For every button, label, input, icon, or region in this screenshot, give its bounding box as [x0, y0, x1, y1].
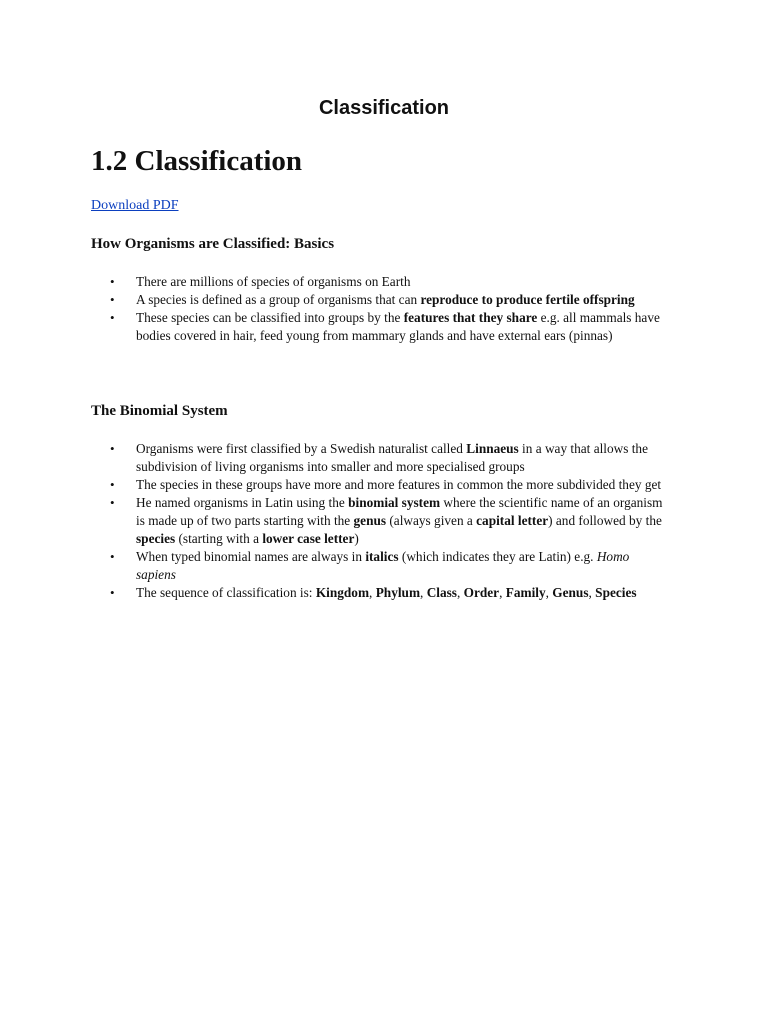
list-item-text: The species in these groups have more and more features in common the more subdivided they get — [136, 477, 662, 492]
list-item-text: , — [420, 585, 427, 600]
list-item — [110, 440, 670, 476]
binomial-bullet-list — [110, 440, 670, 602]
list-item-text: A species is defined as a group of organisms that can — [136, 292, 421, 307]
emphasis-text: features that they share — [403, 310, 538, 325]
bullet-icon: • — [110, 441, 115, 456]
emphasis-text: Family — [505, 585, 546, 600]
list-item-text: When typed binomial names are always in — [136, 549, 366, 564]
emphasis-text: Class — [426, 585, 457, 600]
list-item-text: The sequence of classification is: — [136, 585, 316, 600]
emphasis-text: genus — [353, 513, 387, 528]
section-heading-binomial: The Binomial System — [91, 403, 228, 419]
emphasis-text: reproduce to produce fertile offspring — [420, 292, 635, 307]
basics-bullet-list — [110, 273, 670, 345]
italic-text: Homo sapiens — [136, 549, 630, 582]
list-item — [110, 584, 670, 602]
list-item-text: ) — [354, 531, 359, 546]
bullet-icon: • — [110, 292, 115, 307]
list-item-text: where the scientific name of an organism is made up of two parts starting with the — [136, 495, 663, 528]
section-heading-basics: How Organisms are Classified: Basics — [91, 236, 335, 252]
list-item-text: (which indicates they are Latin) e.g. — [398, 549, 597, 564]
list-item — [110, 309, 670, 345]
list-item — [110, 273, 670, 291]
list-item — [110, 548, 670, 584]
list-item-text: He named organisms in Latin using the — [136, 495, 349, 510]
emphasis-text: lower case letter — [262, 531, 355, 546]
emphasis-text: Genus — [552, 585, 589, 600]
page-heading: 1.2 Classification — [91, 145, 303, 177]
document-title: Classification — [318, 97, 450, 119]
bullet-icon: • — [110, 310, 115, 325]
list-item-text: Organisms were first classified by a Swedish naturalist called — [136, 441, 467, 456]
emphasis-text: Linnaeus — [466, 441, 519, 456]
bullet-icon: • — [110, 477, 115, 492]
bullet-icon: • — [110, 274, 115, 289]
list-item-text: , — [588, 585, 596, 600]
emphasis-text: Kingdom — [315, 585, 370, 600]
list-item-text: , — [456, 585, 464, 600]
emphasis-text: binomial system — [348, 495, 441, 510]
list-item-text: e.g. all mammals have bodies covered in hair, feed young from mammary glands and have external ears (pinnas) — [136, 310, 660, 343]
emphasis-text: species — [136, 531, 176, 546]
list-item-text: ) and followed by the — [548, 513, 662, 528]
emphasis-text: Species — [595, 585, 637, 600]
list-item-text: , — [369, 585, 376, 600]
list-item-text: These species can be classified into groups by the — [136, 310, 404, 325]
bullet-icon: • — [110, 585, 115, 600]
list-item — [110, 291, 670, 309]
list-item-text: (starting with a — [175, 531, 263, 546]
list-item-text: (always given a — [386, 513, 477, 528]
list-item-text: There are millions of species of organisms on Earth — [136, 274, 411, 289]
download-pdf-link[interactable]: Download PDF — [91, 198, 179, 213]
bullet-icon: • — [110, 549, 115, 564]
list-item-text: in a way that allows the subdivision of living organisms into smaller and more specialised groups — [136, 441, 648, 474]
list-item-text: , — [545, 585, 553, 600]
emphasis-text: Order — [463, 585, 500, 600]
emphasis-text: capital letter — [476, 513, 549, 528]
bullet-icon: • — [110, 495, 115, 510]
list-item — [110, 476, 670, 494]
emphasis-text: italics — [365, 549, 399, 564]
list-item — [110, 494, 670, 548]
list-item-text: , — [499, 585, 506, 600]
emphasis-text: Phylum — [375, 585, 421, 600]
